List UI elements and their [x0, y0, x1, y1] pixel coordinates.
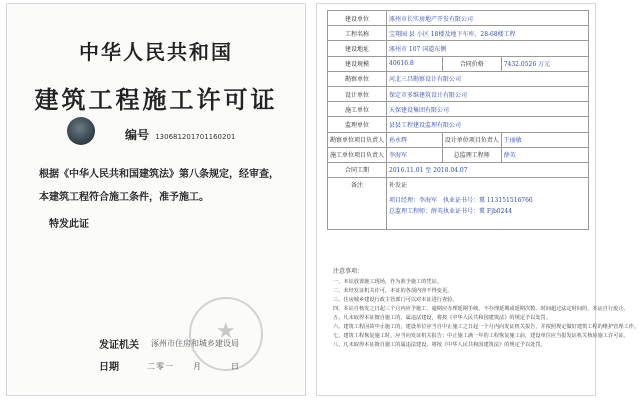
- notice-item: 三、住房城乡建设行政主管部门可以对本证进行查验。: [333, 297, 458, 303]
- row-value: 40616.8: [387, 56, 443, 71]
- table-row: [328, 132, 589, 147]
- table-row: [328, 178, 589, 230]
- notice-section: [333, 267, 639, 350]
- row-label: 勘察单位项目负责人: [328, 132, 387, 147]
- national-title: 中华人民共和国: [79, 40, 233, 64]
- row-label: 工程名称: [328, 26, 387, 41]
- row-value: 2016.11.01 至 2018.04.07: [387, 162, 589, 177]
- row-label: 施工单位: [328, 102, 387, 117]
- row-label-2: 合同价格: [442, 56, 501, 71]
- certificate-number: [125, 126, 235, 143]
- notice-item: 一、本证放置施工现场，作为准予施工的凭证。: [333, 279, 442, 285]
- issuer-label: 发证机关: [99, 340, 139, 351]
- month-label: 月: [193, 362, 201, 371]
- notice-item: 七、建筑工程恢复施工时，应当向发证机关报告；中止施工满一年的工程恢复施工前，建设单位应当报发证机关核验施工许可证。: [333, 333, 629, 339]
- date-label: 日期: [99, 362, 119, 373]
- notice-item: 二、未经发证机关许可，本证的各项内容不得变更。: [333, 288, 453, 294]
- certificate-detail-page: [316, 3, 639, 396]
- row-label: 建设地址: [328, 41, 387, 56]
- row-label: 设计单位: [328, 86, 387, 101]
- notice-item: 八、凡未取得本证擅自施工的属违法建设，将按《中华人民共和国建筑法》的规定予以处罚。: [333, 342, 546, 348]
- notice-item: 四、本证自核发之日起三个月内应予施工，逾期应办理延期手续，不办理延期或延期次数、时间超过法定时间的，本证自行废止。: [333, 306, 629, 312]
- table-row: [328, 162, 589, 177]
- table-row: [328, 26, 589, 41]
- seal-star-icon: ★: [216, 319, 236, 344]
- notice-item: 六、建筑工程因故中止施工的，建设单位应当自中止施工之日起一个月内向发证机关报告，并按照规定做好建筑工程的维护管理工作。: [333, 324, 639, 330]
- number-value: 130681201701160201: [155, 133, 236, 141]
- special-note: 特发此证: [49, 219, 89, 230]
- certificate-front-page: [6, 3, 306, 396]
- notice-item: 五、凡未取得本证擅自施工的，属违法建设，将按《中华人民共和国建筑法》的规定予以处罚。: [333, 315, 551, 321]
- row-label: 监理单位: [328, 117, 387, 132]
- issuer-value: 涿州市住房和城乡建设局: [151, 339, 239, 348]
- date-value: 二零一: [147, 362, 174, 371]
- table-row: [328, 86, 589, 101]
- table-row: [328, 56, 589, 71]
- supplement-line-1: 项目经理：李海军 执业证书号：冀 113151516766: [389, 197, 533, 205]
- supplement-line-2: 总监理工程师：薛英执业证书号：冀 Fjb0244: [389, 208, 513, 216]
- table-row: [328, 147, 589, 162]
- day-label: 日: [231, 362, 239, 371]
- table-row: [328, 117, 589, 132]
- row-value: 孙永辉: [387, 132, 443, 147]
- row-value-2: 王丽敏: [501, 132, 588, 147]
- row-value: 保定市多维建筑设计有限公司: [387, 86, 589, 101]
- permit-title: 建筑工程施工许可证: [34, 85, 278, 114]
- row-value-2: 7432.0526 万元: [501, 56, 588, 71]
- row-label: 建设单位: [328, 11, 387, 26]
- supplement-heading: 补发证: [389, 182, 408, 190]
- table-row: [328, 71, 589, 86]
- table-row: [328, 102, 589, 117]
- table-row: [328, 41, 589, 56]
- row-value: 县县工程建设监理有限公司: [387, 117, 589, 132]
- number-label: 编号: [125, 128, 150, 142]
- row-label: 勘察单位: [328, 71, 387, 86]
- row-value: 李海军: [387, 147, 443, 162]
- notice-title: 注意事项：: [333, 268, 364, 275]
- row-label-2: 设计单位项目负责人: [442, 132, 501, 147]
- national-emblem-icon: [67, 117, 95, 145]
- table-row: [328, 11, 589, 26]
- row-value: 河北三昌勘察设计有限公司: [387, 71, 589, 86]
- remarks-label: 备注: [328, 178, 387, 230]
- row-label-2: 总监理工程师: [442, 147, 501, 162]
- remarks-cell: [387, 178, 589, 230]
- row-value-2: 薛英: [501, 147, 588, 162]
- row-value: 涿州市 107 国道东侧: [387, 41, 589, 56]
- row-value: 天保建设集团有限公司: [387, 102, 589, 117]
- row-label: 建设规模: [328, 56, 387, 71]
- project-details-table: [327, 10, 589, 230]
- official-seal: [189, 297, 263, 371]
- row-label: 合同工期: [328, 162, 387, 177]
- row-value: 涿州市长实房地产开发有限公司: [387, 11, 589, 26]
- row-label: 施工单位项目负责人: [328, 147, 387, 162]
- legal-basis-line-2: 本建筑工程符合施工条件，准予施工。: [39, 192, 209, 203]
- legal-basis-line-1: 根据《中华人民共和国建筑法》第八条规定，经审查，: [39, 169, 279, 180]
- row-value: 宝翔园 县 小区 18楼及地下车库、28-68楼工程: [387, 26, 589, 41]
